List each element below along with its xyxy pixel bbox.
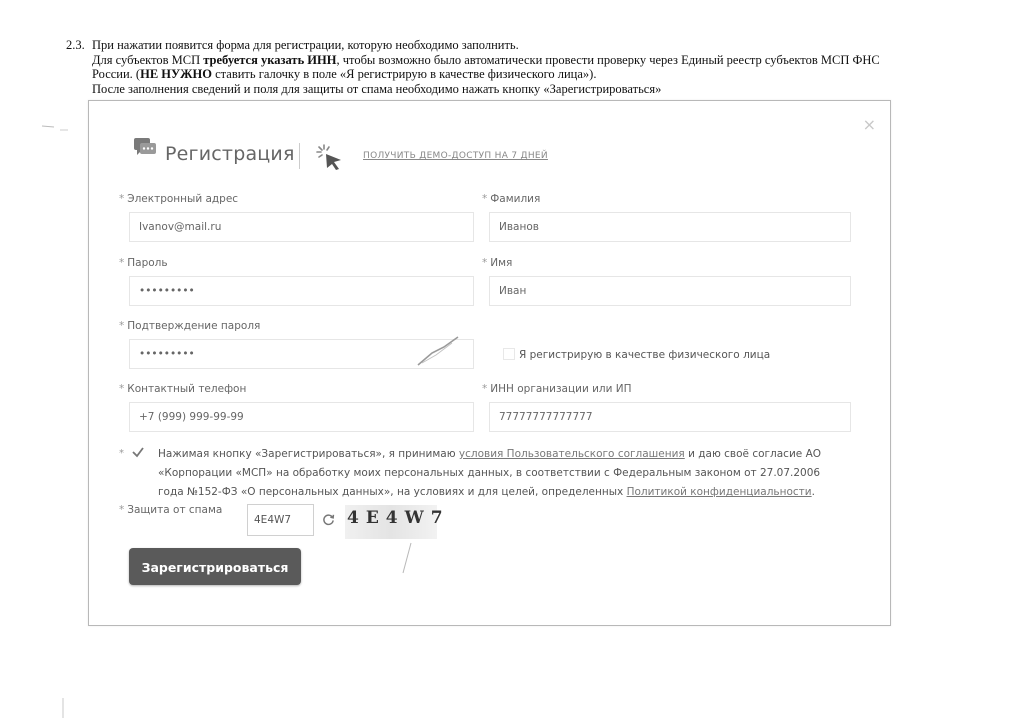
- instruction-line-4: После заполнения сведений и поля для защиты от спама необходимо нажать кнопку «Зарегистрироваться»: [92, 81, 662, 96]
- phone-field[interactable]: +7 (999) 999-99-99: [129, 402, 474, 432]
- item-number: 2.3.: [66, 38, 85, 52]
- password-field[interactable]: •••••••••: [129, 276, 474, 306]
- password-confirm-field[interactable]: •••••••••: [129, 339, 474, 369]
- phone-label: * Контактный телефон: [119, 383, 247, 395]
- demo-access-link[interactable]: ПОЛУЧИТЬ ДЕМО-ДОСТУП НА 7 ДНЕЙ: [363, 151, 548, 161]
- email-label: * Электронный адрес: [119, 193, 239, 205]
- scan-artifact: [397, 541, 417, 575]
- name-label: * Имя: [482, 257, 513, 269]
- instruction-line-3: России. (НЕ НУЖНО ставить галочку в поле «Я регистрирую в качестве физического лица»).: [92, 67, 597, 81]
- scan-artifact: [414, 333, 464, 369]
- click-cursor-icon: [315, 143, 345, 171]
- instruction-line-2: Для субъектов МСП требуется указать ИНН, чтобы возможно было автоматически провести проверку через Единый реестр субъектов МСП ФНС: [92, 52, 880, 67]
- title-divider: [299, 143, 300, 169]
- dialog-title: Регистрация: [165, 143, 295, 165]
- password-confirm-label: * Подтверждение пароля: [119, 320, 261, 332]
- surname-label: * Фамилия: [482, 193, 541, 205]
- surname-field[interactable]: Иванов: [489, 212, 851, 242]
- scan-artifact: [58, 696, 68, 720]
- spam-protection-label: * Защита от спама: [119, 504, 223, 516]
- registration-dialog: [88, 100, 891, 626]
- captcha-image: 4E4W7: [345, 505, 437, 539]
- scan-artifact: [40, 120, 70, 136]
- physical-person-checkbox[interactable]: [503, 348, 515, 360]
- instruction-text: [66, 38, 966, 96]
- captcha-input[interactable]: 4E4W7: [247, 504, 314, 536]
- instruction-line-1: 2.3. При нажатии появится форма для регистрации, которую необходимо заполнить.: [66, 38, 519, 52]
- close-icon[interactable]: ×: [862, 115, 876, 134]
- agreement-checkbox[interactable]: [131, 445, 145, 459]
- register-button[interactable]: Зарегистрироваться: [129, 548, 301, 585]
- privacy-policy-link[interactable]: Политикой конфиденциальности: [626, 486, 812, 498]
- physical-person-label: Я регистрирую в качестве физического лица: [519, 349, 771, 361]
- refresh-icon[interactable]: [322, 513, 335, 526]
- user-agreement-link[interactable]: условия Пользовательского соглашения: [458, 448, 685, 460]
- inn-label: * ИНН организации или ИП: [482, 383, 632, 395]
- password-label: * Пароль: [119, 257, 168, 269]
- inn-field[interactable]: 77777777777777: [489, 402, 851, 432]
- chat-icon: [133, 137, 157, 159]
- email-field[interactable]: Ivanov@mail.ru: [129, 212, 474, 242]
- agreement-text: Нажимая кнопку «Зарегистрироваться», я принимаю условия Пользовательского соглашения и даю своё согласие АО «Корпорации «МСП» на обработку моих персональных данных, в соответствии с Федеральным законом от 27.07.2006 года №152-ФЗ «О персональных данных», на условиях и для целей, определенных Политикой конфиденциальности.: [158, 448, 822, 498]
- name-field[interactable]: Иван: [489, 276, 851, 306]
- agreement-required-mark: *: [119, 448, 124, 459]
